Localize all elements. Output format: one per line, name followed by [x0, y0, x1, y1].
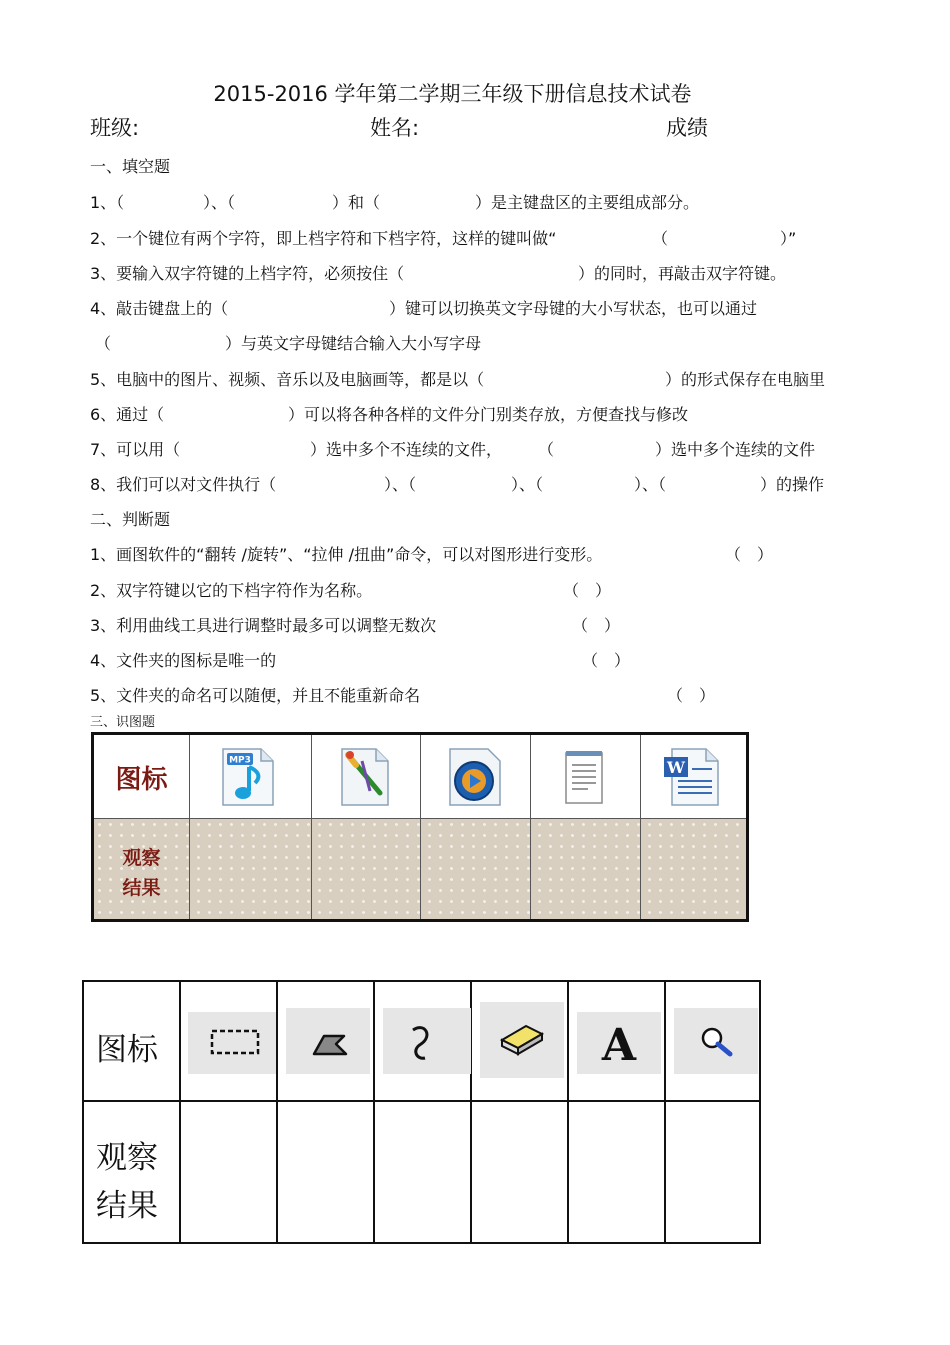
tf-item-paren: （ ）: [725, 545, 774, 564]
tf-item-text: 4、文件夹的图标是唯一的: [90, 651, 277, 670]
tf-item-text: 2、双字符键以它的下档字符作为名称。: [90, 581, 373, 600]
q7-part-b: ）选中多个不连续的文件，: [310, 440, 503, 459]
q1-part-b: ）、（: [203, 193, 236, 212]
tf-item-text: 5、文件夹的命名可以随便，并且不能重新命名: [90, 686, 421, 705]
q5-part-b: ）的形式保存在电脑里: [665, 370, 826, 389]
q7-part-c: （: [538, 440, 555, 459]
q1-part-a: 1、（: [90, 193, 125, 212]
q5-part-a: 5、电脑中的图片、视频、音乐以及电脑画等，都是以（: [90, 370, 485, 389]
column-divider: [189, 735, 190, 919]
q8-part-b: ）、（: [384, 475, 417, 494]
q4-part-a: 4、敲击键盘上的（: [90, 299, 229, 318]
q8-part-c: ）、（: [511, 475, 544, 494]
score-label: 成绩: [666, 116, 708, 140]
notepad-icon: [556, 747, 614, 807]
q2-part-a: 2、一个键位有两个字符，即上档字符和下档字符，这样的键叫做“: [90, 229, 557, 248]
row-divider: [84, 1100, 759, 1102]
section-heading-true-false: 二、判断题: [90, 510, 171, 529]
tf-item-paren: （ ）: [667, 686, 716, 705]
tf-item-text: 3、利用曲线工具进行调整时最多可以调整无数次: [90, 616, 437, 635]
column-divider: [530, 735, 531, 919]
section-heading-fill-blank: 一、填空题: [90, 157, 171, 176]
icon-table-paint-tools: [82, 980, 761, 1244]
curve-tool-icon: [383, 1008, 471, 1074]
mp3-file-icon: [219, 747, 277, 807]
column-divider: [179, 982, 181, 1242]
name-label: 姓名:: [370, 116, 420, 140]
q3-part-a: 3、要输入双字符键的上档字符，必须按住（: [90, 264, 405, 283]
q8-part-a: 8、我们可以对文件执行（: [90, 475, 277, 494]
mp3-badge-text: MP3: [229, 755, 251, 766]
q2-part-b: （: [652, 229, 669, 248]
class-label: 班级:: [90, 116, 140, 140]
q1-part-c: ）和（: [332, 193, 381, 212]
result-row-label-line2: 结果: [122, 877, 161, 899]
q6-part-b: ）可以将各种各样的文件分门别类存放，方便查找与修改: [288, 405, 689, 424]
magnifier-icon: [674, 1008, 758, 1074]
select-rectangle-icon: [188, 1012, 276, 1074]
q7-part-a: 7、可以用（: [90, 440, 181, 459]
column-divider: [567, 982, 569, 1242]
column-divider: [311, 735, 312, 919]
text-tool-icon: [577, 1012, 661, 1074]
paint-file-icon: [336, 747, 394, 807]
media-player-icon: [446, 747, 504, 807]
q4-line2-part-a: （: [95, 334, 112, 353]
q3-part-b: ）的同时，再敲击双字符键。: [578, 264, 787, 283]
section-heading-identify: 三、识图题: [90, 715, 156, 730]
text-tool-glyph: A: [601, 1020, 637, 1071]
q2-part-c: ）”: [780, 229, 797, 248]
word-badge-text: W: [667, 758, 685, 777]
q1-part-d: ）是主键盘区的主要组成部分。: [475, 193, 700, 212]
q6-part-a: 6、通过（: [90, 405, 165, 424]
icon-row-label: 图标: [115, 765, 168, 795]
eraser-icon: [480, 1002, 564, 1078]
q8-part-d: ）、（: [634, 475, 667, 494]
q4-line2-part-b: ）与英文字母键结合输入大小写字母: [225, 334, 482, 353]
polygon-tool-icon: [286, 1008, 370, 1074]
icon-row-label: 图标: [96, 1032, 158, 1068]
result-row-label-line1: 观察: [122, 847, 161, 869]
result-row-label-line2: 结果: [96, 1188, 158, 1224]
page-title: 2015-2016 学年第二学期三年级下册信息技术试卷: [213, 82, 692, 106]
icon-table-files: [91, 732, 749, 922]
result-row-label-line1: 观察: [96, 1140, 158, 1176]
column-divider: [664, 982, 666, 1242]
column-divider: [640, 735, 641, 919]
q8-part-e: ）的操作: [760, 475, 825, 494]
tf-item-text: 1、画图软件的“翻转 /旋转”、“拉伸 /扭曲”命令，可以对图形进行变形。: [90, 545, 603, 564]
column-divider: [373, 982, 375, 1242]
word-document-icon: [662, 747, 720, 807]
column-divider: [276, 982, 278, 1242]
tf-item-paren: （ ）: [572, 616, 621, 635]
column-divider: [420, 735, 421, 919]
q7-part-d: ）选中多个连续的文件: [655, 440, 816, 459]
tf-item-paren: （ ）: [563, 581, 612, 600]
q4-part-b: ）键可以切换英文字母键的大小写状态，也可以通过: [389, 299, 758, 318]
tf-item-paren: （ ）: [582, 651, 631, 670]
